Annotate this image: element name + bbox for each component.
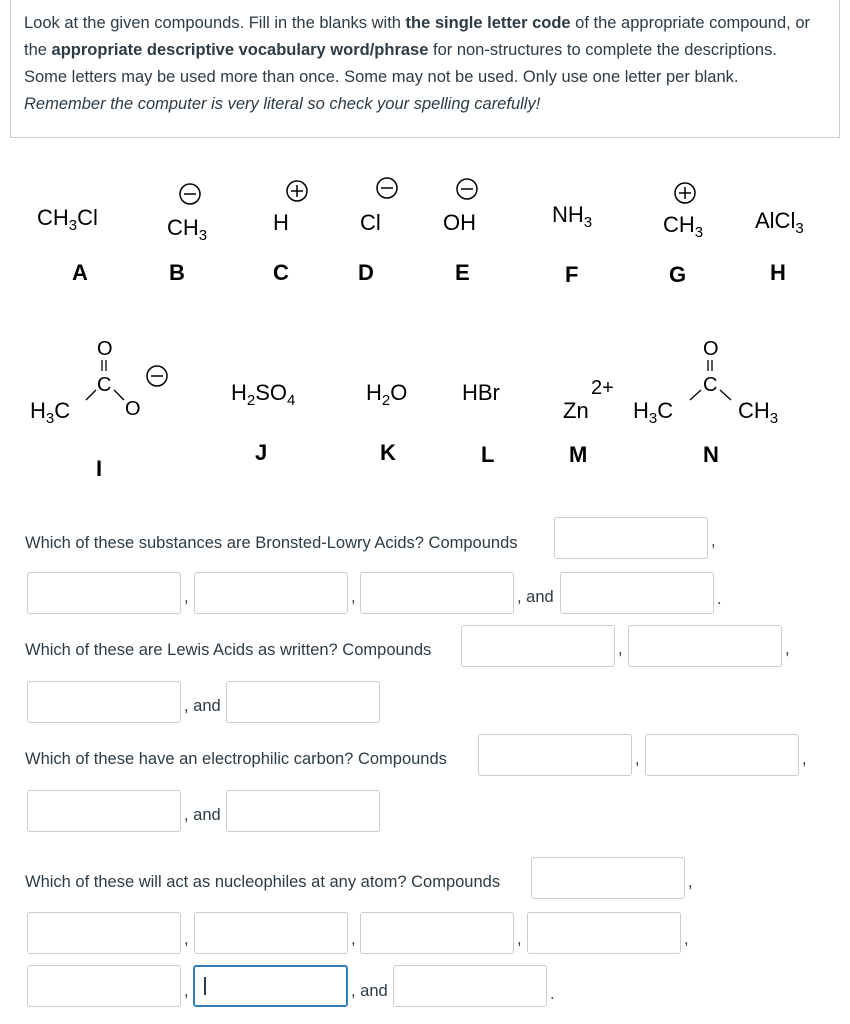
compound-I-structure xyxy=(30,338,167,427)
nucleophile-answer-5[interactable] xyxy=(527,912,681,954)
compound-H-structure: AlCl$_3$ xyxy=(755,208,804,237)
nucleophile-answer-1[interactable] xyxy=(531,857,685,899)
svg-text:O: O xyxy=(703,338,719,360)
compound-label-K: K xyxy=(380,440,396,465)
question-bronsted-acids: Which of these substances are Bronsted-Lowry Acids? Compounds xyxy=(25,534,518,552)
instr-part3: for non-structures to complete the descriptions. Some letters may be used more than once. Some may not be used. Only use one letter per blank. xyxy=(24,41,777,86)
question-nucleophiles: Which of these will act as nucleophiles at any atom? Compounds xyxy=(25,873,501,891)
separator-and: , and xyxy=(184,806,221,824)
instructions-text xyxy=(24,10,824,118)
separator-comma: , xyxy=(517,930,522,948)
svg-text:O: O xyxy=(125,398,141,420)
compound-label-I: I xyxy=(96,456,103,481)
compound-label-L: L xyxy=(481,442,495,467)
compound-C-structure xyxy=(273,181,307,235)
separator-comma: , xyxy=(802,750,807,768)
bronsted-answer-1[interactable] xyxy=(554,517,708,559)
svg-text:CH3: $CH_3$ xyxy=(663,212,704,241)
instr-bold1: the single letter code xyxy=(405,14,571,32)
electrophile-answer-3[interactable] xyxy=(27,790,181,832)
nucleophile-answer-6[interactable] xyxy=(27,965,181,1007)
nucleophile-answer-3[interactable] xyxy=(194,912,348,954)
compound-label-M: M xyxy=(569,442,588,467)
separator-comma: , xyxy=(184,982,189,1000)
lewis-answer-4[interactable] xyxy=(226,681,380,723)
question-electrophilic-carbon: Which of these have an electrophilic carbon? Compounds xyxy=(25,750,447,768)
svg-text:H3C: $H_3C$ xyxy=(633,398,674,427)
compound-N-structure xyxy=(633,338,778,427)
compound-B-structure xyxy=(167,184,207,244)
bronsted-answer-3[interactable] xyxy=(194,572,348,614)
nucleophile-answer-8[interactable] xyxy=(393,965,547,1007)
compound-label-H: H xyxy=(770,260,786,285)
compound-label-C: C xyxy=(273,260,289,285)
lewis-answer-3[interactable] xyxy=(27,681,181,723)
instr-bold2: appropriate descriptive vocabulary word/phrase xyxy=(51,41,429,59)
lewis-answer-1[interactable] xyxy=(461,625,615,667)
svg-text:Zn: Zn xyxy=(563,398,589,423)
electrophile-answer-2[interactable] xyxy=(645,734,799,776)
bronsted-answer-4[interactable] xyxy=(360,572,514,614)
compound-L-structure: HBr xyxy=(462,380,500,405)
svg-text:Cl: Cl xyxy=(360,210,381,235)
separator-comma: , xyxy=(635,750,640,768)
bronsted-answer-5[interactable] xyxy=(560,572,714,614)
instr-part2: of the appropriate compound, or the xyxy=(24,14,810,59)
nucleophile-answer-4[interactable] xyxy=(360,912,514,954)
separator-comma: , xyxy=(184,588,189,606)
compound-structures-figure xyxy=(0,150,850,490)
compound-label-N: N xyxy=(703,442,719,467)
compound-M-structure xyxy=(563,377,614,423)
compound-label-D: D xyxy=(358,260,374,285)
instr-part1: Look at the given compounds. Fill in the blanks with xyxy=(24,14,406,32)
separator-comma: , xyxy=(711,532,716,550)
separator-and: , and xyxy=(517,588,554,606)
instr-italic: Remember the computer is very literal so check your spelling carefully! xyxy=(24,95,541,113)
compound-label-E: E xyxy=(455,260,470,285)
question-lewis-acids: Which of these are Lewis Acids as written? Compounds xyxy=(25,641,432,659)
svg-text:CH3: $CH_3$ xyxy=(167,215,208,244)
nucleophile-answer-7[interactable] xyxy=(193,965,348,1007)
compound-label-J: J xyxy=(255,440,268,465)
svg-text:O: O xyxy=(97,338,113,360)
separator-comma: , xyxy=(688,873,693,891)
compound-label-G: G xyxy=(669,262,687,287)
bronsted-answer-2[interactable] xyxy=(27,572,181,614)
text-caret xyxy=(204,977,206,995)
compound-A-structure: $CH_3Cl$ xyxy=(37,205,98,234)
compound-label-A: A xyxy=(72,260,88,285)
svg-text:C: C xyxy=(97,374,112,396)
compound-J-structure: $H_2SO_4$ xyxy=(231,380,296,409)
separator-comma: , xyxy=(785,640,790,658)
compound-F-structure: $NH_3$ xyxy=(552,202,593,231)
compound-D-structure xyxy=(360,178,397,235)
separator-period: . xyxy=(717,590,722,608)
compound-label-B: B xyxy=(169,260,185,285)
compound-label-F: F xyxy=(565,262,579,287)
svg-text:C: C xyxy=(703,374,718,396)
svg-text:H: H xyxy=(273,210,289,235)
separator-comma: , xyxy=(184,930,189,948)
svg-text:OH: OH xyxy=(443,210,476,235)
lewis-answer-2[interactable] xyxy=(628,625,782,667)
svg-text:H3C: $H_3C$ xyxy=(30,398,71,427)
separator-comma: , xyxy=(684,930,689,948)
electrophile-answer-1[interactable] xyxy=(478,734,632,776)
compound-K-structure: $H_2O$ xyxy=(366,380,408,409)
separator-comma: , xyxy=(351,588,356,606)
compound-G-structure xyxy=(663,183,703,241)
svg-text:CH3: $CH_3$ xyxy=(738,398,779,427)
separator-comma: , xyxy=(351,930,356,948)
compound-E-structure xyxy=(443,179,477,235)
separator-period: . xyxy=(550,985,555,1003)
separator-and: , and xyxy=(351,982,388,1000)
separator-and: , and xyxy=(184,697,221,715)
svg-text:2+: 2+ xyxy=(591,377,614,399)
separator-comma: , xyxy=(618,640,623,658)
electrophile-answer-4[interactable] xyxy=(226,790,380,832)
nucleophile-answer-2[interactable] xyxy=(27,912,181,954)
